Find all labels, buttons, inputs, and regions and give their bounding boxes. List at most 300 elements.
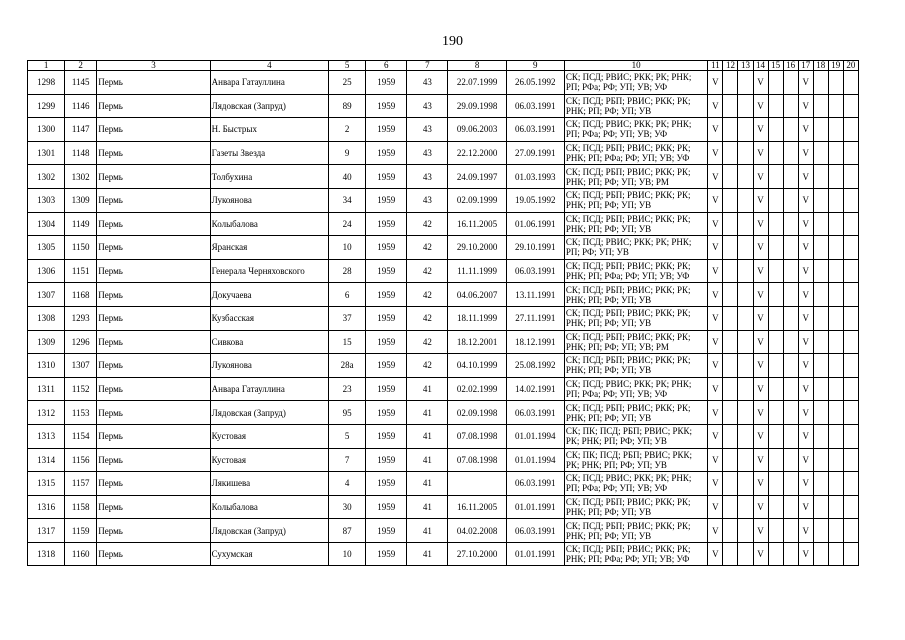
cell-col-6: 1959 bbox=[366, 401, 407, 425]
check-mark: V bbox=[708, 354, 723, 378]
check-mark: V bbox=[798, 495, 813, 519]
column-header-1: 1 bbox=[28, 61, 65, 71]
cell-col-10: СК; ПСД; РБП; РВИС; РКК; РК; РНК; РП; РФа; РФ; УП; УВ; УФ bbox=[564, 542, 708, 566]
check-mark: V bbox=[708, 236, 723, 260]
empty-cell bbox=[813, 472, 828, 496]
empty-cell bbox=[813, 401, 828, 425]
check-mark: V bbox=[798, 71, 813, 95]
cell-col-1: 1313 bbox=[28, 424, 65, 448]
empty-cell bbox=[768, 472, 783, 496]
cell-col-2: 1145 bbox=[65, 71, 97, 95]
cell-col-5: 89 bbox=[329, 94, 366, 118]
cell-col-10: СК; ПСД; РБП; РВИС; РКК; РК; РНК; РП; РФ; УП; УВ; РМ bbox=[564, 165, 708, 189]
column-header-7: 7 bbox=[407, 61, 448, 71]
column-header-16: 16 bbox=[783, 61, 798, 71]
empty-cell bbox=[813, 188, 828, 212]
check-mark: V bbox=[708, 377, 723, 401]
column-header-2: 2 bbox=[65, 61, 97, 71]
cell-col-5: 24 bbox=[329, 212, 366, 236]
check-mark: V bbox=[798, 424, 813, 448]
cell-col-9: 01.01.1991 bbox=[506, 495, 564, 519]
column-header-row bbox=[28, 61, 859, 71]
empty-cell bbox=[843, 401, 858, 425]
empty-cell bbox=[813, 306, 828, 330]
empty-cell bbox=[783, 330, 798, 354]
cell-col-7: 43 bbox=[407, 94, 448, 118]
check-mark: V bbox=[798, 472, 813, 496]
cell-col-2: 1157 bbox=[65, 472, 97, 496]
cell-col-6: 1959 bbox=[366, 377, 407, 401]
empty-cell bbox=[738, 94, 753, 118]
cell-col-4: Лукоянова bbox=[210, 354, 328, 378]
check-mark: V bbox=[708, 306, 723, 330]
empty-cell bbox=[738, 542, 753, 566]
empty-cell bbox=[768, 354, 783, 378]
table-row bbox=[28, 330, 859, 354]
empty-cell bbox=[843, 94, 858, 118]
empty-cell bbox=[828, 212, 843, 236]
empty-cell bbox=[738, 424, 753, 448]
cell-col-10: СК; ПСД; РБП; РВИС; РКК; РК; РНК; РП; РФ; УП; УВ bbox=[564, 519, 708, 543]
empty-cell bbox=[783, 542, 798, 566]
check-mark: V bbox=[708, 401, 723, 425]
cell-col-7: 43 bbox=[407, 141, 448, 165]
cell-col-9: 13.11.1991 bbox=[506, 283, 564, 307]
empty-cell bbox=[723, 472, 738, 496]
check-mark: V bbox=[753, 306, 768, 330]
cell-col-7: 41 bbox=[407, 377, 448, 401]
cell-col-3: Пермь bbox=[97, 472, 210, 496]
cell-col-9: 27.11.1991 bbox=[506, 306, 564, 330]
check-mark: V bbox=[708, 259, 723, 283]
cell-col-10: СК; ПСД; РВИС; РКК; РК; РНК; РП; РФа; РФ; УП; УВ; УФ bbox=[564, 118, 708, 142]
cell-col-10: СК; ПСД; РБП; РВИС; РКК; РК; РНК; РП; РФ; УП; УВ bbox=[564, 188, 708, 212]
cell-col-5: 7 bbox=[329, 448, 366, 472]
check-mark: V bbox=[753, 377, 768, 401]
table-row bbox=[28, 354, 859, 378]
cell-col-4: Колыбалова bbox=[210, 495, 328, 519]
empty-cell bbox=[828, 354, 843, 378]
check-mark: V bbox=[753, 354, 768, 378]
column-header-12: 12 bbox=[723, 61, 738, 71]
empty-cell bbox=[813, 330, 828, 354]
cell-col-1: 1306 bbox=[28, 259, 65, 283]
cell-col-2: 1149 bbox=[65, 212, 97, 236]
empty-cell bbox=[723, 236, 738, 260]
cell-col-4: Кустовая bbox=[210, 424, 328, 448]
cell-col-6: 1959 bbox=[366, 165, 407, 189]
check-mark: V bbox=[708, 94, 723, 118]
check-mark: V bbox=[753, 283, 768, 307]
table-row bbox=[28, 118, 859, 142]
cell-col-2: 1152 bbox=[65, 377, 97, 401]
cell-col-2: 1159 bbox=[65, 519, 97, 543]
empty-cell bbox=[828, 330, 843, 354]
empty-cell bbox=[768, 188, 783, 212]
table-row bbox=[28, 472, 859, 496]
cell-col-3: Пермь bbox=[97, 377, 210, 401]
cell-col-7: 42 bbox=[407, 283, 448, 307]
empty-cell bbox=[813, 94, 828, 118]
check-mark: V bbox=[753, 94, 768, 118]
empty-cell bbox=[738, 118, 753, 142]
cell-col-10: СК; ПСД; РБП; РВИС; РКК; РК; РНК; РП; РФ; УП; УВ bbox=[564, 212, 708, 236]
empty-cell bbox=[843, 519, 858, 543]
cell-col-1: 1300 bbox=[28, 118, 65, 142]
empty-cell bbox=[723, 71, 738, 95]
empty-cell bbox=[843, 495, 858, 519]
cell-col-7: 41 bbox=[407, 401, 448, 425]
cell-col-3: Пермь bbox=[97, 448, 210, 472]
empty-cell bbox=[738, 495, 753, 519]
empty-cell bbox=[723, 377, 738, 401]
check-mark: V bbox=[753, 472, 768, 496]
cell-col-8: 11.11.1999 bbox=[448, 259, 506, 283]
empty-cell bbox=[768, 377, 783, 401]
cell-col-8: 02.09.1998 bbox=[448, 401, 506, 425]
check-mark: V bbox=[708, 542, 723, 566]
empty-cell bbox=[828, 306, 843, 330]
check-mark: V bbox=[798, 330, 813, 354]
cell-col-9: 01.01.1991 bbox=[506, 542, 564, 566]
empty-cell bbox=[843, 330, 858, 354]
empty-cell bbox=[768, 495, 783, 519]
empty-cell bbox=[723, 519, 738, 543]
cell-col-8: 09.06.2003 bbox=[448, 118, 506, 142]
cell-col-9: 06.03.1991 bbox=[506, 118, 564, 142]
cell-col-7: 42 bbox=[407, 259, 448, 283]
empty-cell bbox=[783, 377, 798, 401]
cell-col-5: 2 bbox=[329, 118, 366, 142]
empty-cell bbox=[828, 259, 843, 283]
empty-cell bbox=[783, 306, 798, 330]
cell-col-2: 1147 bbox=[65, 118, 97, 142]
cell-col-10: СК; ПСД; РБП; РВИС; РКК; РК; РНК; РП; РФ; УП; УВ bbox=[564, 306, 708, 330]
cell-col-7: 42 bbox=[407, 330, 448, 354]
empty-cell bbox=[738, 71, 753, 95]
cell-col-6: 1959 bbox=[366, 141, 407, 165]
table-row bbox=[28, 165, 859, 189]
column-header-6: 6 bbox=[366, 61, 407, 71]
cell-col-2: 1309 bbox=[65, 188, 97, 212]
check-mark: V bbox=[708, 519, 723, 543]
empty-cell bbox=[843, 141, 858, 165]
empty-cell bbox=[828, 71, 843, 95]
cell-col-9: 01.01.1994 bbox=[506, 424, 564, 448]
cell-col-3: Пермь bbox=[97, 236, 210, 260]
table-row bbox=[28, 71, 859, 95]
column-header-3: 3 bbox=[97, 61, 210, 71]
check-mark: V bbox=[753, 165, 768, 189]
cell-col-3: Пермь bbox=[97, 495, 210, 519]
check-mark: V bbox=[798, 542, 813, 566]
cell-col-7: 41 bbox=[407, 542, 448, 566]
cell-col-7: 43 bbox=[407, 188, 448, 212]
check-mark: V bbox=[708, 283, 723, 307]
cell-col-8: 16.11.2005 bbox=[448, 495, 506, 519]
check-mark: V bbox=[708, 448, 723, 472]
check-mark: V bbox=[753, 118, 768, 142]
empty-cell bbox=[768, 94, 783, 118]
empty-cell bbox=[783, 141, 798, 165]
cell-col-8 bbox=[448, 472, 506, 496]
cell-col-8: 07.08.1998 bbox=[448, 448, 506, 472]
cell-col-6: 1959 bbox=[366, 188, 407, 212]
cell-col-4: Толбухина bbox=[210, 165, 328, 189]
cell-col-3: Пермь bbox=[97, 141, 210, 165]
column-header-15: 15 bbox=[768, 61, 783, 71]
register-table bbox=[27, 60, 859, 566]
empty-cell bbox=[738, 519, 753, 543]
check-mark: V bbox=[798, 94, 813, 118]
cell-col-8: 02.09.1999 bbox=[448, 188, 506, 212]
empty-cell bbox=[723, 94, 738, 118]
empty-cell bbox=[738, 188, 753, 212]
check-mark: V bbox=[708, 71, 723, 95]
empty-cell bbox=[723, 212, 738, 236]
empty-cell bbox=[783, 71, 798, 95]
cell-col-7: 41 bbox=[407, 448, 448, 472]
empty-cell bbox=[738, 236, 753, 260]
cell-col-1: 1310 bbox=[28, 354, 65, 378]
check-mark: V bbox=[798, 448, 813, 472]
empty-cell bbox=[783, 236, 798, 260]
cell-col-1: 1304 bbox=[28, 212, 65, 236]
cell-col-10: СК; ПСД; РВИС; РКК; РК; РНК; РП; РФ; УП; УВ bbox=[564, 236, 708, 260]
empty-cell bbox=[768, 236, 783, 260]
cell-col-3: Пермь bbox=[97, 330, 210, 354]
empty-cell bbox=[828, 165, 843, 189]
cell-col-5: 10 bbox=[329, 236, 366, 260]
check-mark: V bbox=[798, 354, 813, 378]
empty-cell bbox=[738, 472, 753, 496]
column-header-4: 4 bbox=[210, 61, 328, 71]
cell-col-1: 1315 bbox=[28, 472, 65, 496]
cell-col-5: 30 bbox=[329, 495, 366, 519]
empty-cell bbox=[768, 519, 783, 543]
check-mark: V bbox=[753, 519, 768, 543]
check-mark: V bbox=[753, 212, 768, 236]
cell-col-1: 1299 bbox=[28, 94, 65, 118]
cell-col-6: 1959 bbox=[366, 448, 407, 472]
check-mark: V bbox=[708, 495, 723, 519]
cell-col-7: 43 bbox=[407, 165, 448, 189]
empty-cell bbox=[723, 542, 738, 566]
cell-col-1: 1314 bbox=[28, 448, 65, 472]
check-mark: V bbox=[753, 424, 768, 448]
empty-cell bbox=[843, 542, 858, 566]
empty-cell bbox=[768, 448, 783, 472]
empty-cell bbox=[828, 542, 843, 566]
check-mark: V bbox=[753, 542, 768, 566]
cell-col-2: 1302 bbox=[65, 165, 97, 189]
cell-col-7: 41 bbox=[407, 519, 448, 543]
empty-cell bbox=[738, 377, 753, 401]
empty-cell bbox=[723, 401, 738, 425]
empty-cell bbox=[843, 306, 858, 330]
column-header-10: 10 bbox=[564, 61, 708, 71]
cell-col-8: 04.06.2007 bbox=[448, 283, 506, 307]
empty-cell bbox=[783, 165, 798, 189]
empty-cell bbox=[723, 424, 738, 448]
cell-col-3: Пермь bbox=[97, 424, 210, 448]
check-mark: V bbox=[753, 236, 768, 260]
check-mark: V bbox=[798, 401, 813, 425]
empty-cell bbox=[828, 495, 843, 519]
empty-cell bbox=[783, 94, 798, 118]
empty-cell bbox=[828, 424, 843, 448]
check-mark: V bbox=[708, 212, 723, 236]
cell-col-6: 1959 bbox=[366, 495, 407, 519]
empty-cell bbox=[738, 165, 753, 189]
empty-cell bbox=[768, 165, 783, 189]
cell-col-10: СК; ПК; ПСД; РБП; РВИС; РКК; РК; РНК; РП; РФ; УП; УВ bbox=[564, 448, 708, 472]
cell-col-7: 42 bbox=[407, 306, 448, 330]
cell-col-4: Анвара Гатауллина bbox=[210, 71, 328, 95]
cell-col-4: Докучаева bbox=[210, 283, 328, 307]
table-row bbox=[28, 448, 859, 472]
cell-col-3: Пермь bbox=[97, 354, 210, 378]
column-header-9: 9 bbox=[506, 61, 564, 71]
cell-col-5: 40 bbox=[329, 165, 366, 189]
table-row bbox=[28, 519, 859, 543]
empty-cell bbox=[813, 259, 828, 283]
empty-cell bbox=[843, 283, 858, 307]
cell-col-7: 42 bbox=[407, 236, 448, 260]
cell-col-1: 1309 bbox=[28, 330, 65, 354]
cell-col-5: 28 bbox=[329, 259, 366, 283]
cell-col-2: 1153 bbox=[65, 401, 97, 425]
cell-col-8: 22.12.2000 bbox=[448, 141, 506, 165]
cell-col-4: Лякишева bbox=[210, 472, 328, 496]
check-mark: V bbox=[708, 141, 723, 165]
cell-col-4: Анвара Гатауллина bbox=[210, 377, 328, 401]
cell-col-2: 1160 bbox=[65, 542, 97, 566]
cell-col-8: 29.09.1998 bbox=[448, 94, 506, 118]
check-mark: V bbox=[753, 71, 768, 95]
cell-col-6: 1959 bbox=[366, 424, 407, 448]
table-row bbox=[28, 236, 859, 260]
cell-col-10: СК; ПК; ПСД; РБП; РВИС; РКК; РК; РНК; РП; РФ; УП; УВ bbox=[564, 424, 708, 448]
check-mark: V bbox=[798, 118, 813, 142]
table-row bbox=[28, 306, 859, 330]
empty-cell bbox=[813, 448, 828, 472]
empty-cell bbox=[843, 118, 858, 142]
empty-cell bbox=[723, 330, 738, 354]
empty-cell bbox=[843, 259, 858, 283]
empty-cell bbox=[828, 141, 843, 165]
check-mark: V bbox=[753, 448, 768, 472]
empty-cell bbox=[723, 283, 738, 307]
empty-cell bbox=[828, 94, 843, 118]
cell-col-9: 06.03.1991 bbox=[506, 472, 564, 496]
check-mark: V bbox=[798, 283, 813, 307]
check-mark: V bbox=[753, 188, 768, 212]
table-row bbox=[28, 141, 859, 165]
check-mark: V bbox=[753, 259, 768, 283]
table-row bbox=[28, 424, 859, 448]
check-mark: V bbox=[753, 330, 768, 354]
empty-cell bbox=[828, 377, 843, 401]
empty-cell bbox=[813, 283, 828, 307]
cell-col-2: 1156 bbox=[65, 448, 97, 472]
empty-cell bbox=[843, 354, 858, 378]
empty-cell bbox=[738, 283, 753, 307]
check-mark: V bbox=[798, 306, 813, 330]
cell-col-1: 1305 bbox=[28, 236, 65, 260]
empty-cell bbox=[813, 542, 828, 566]
empty-cell bbox=[843, 472, 858, 496]
cell-col-9: 06.03.1991 bbox=[506, 519, 564, 543]
column-header-14: 14 bbox=[753, 61, 768, 71]
empty-cell bbox=[723, 448, 738, 472]
cell-col-10: СК; ПСД; РВИС; РКК; РК; РНК; РП; РФа; РФ; УП; УВ; УФ bbox=[564, 71, 708, 95]
column-header-18: 18 bbox=[813, 61, 828, 71]
empty-cell bbox=[813, 236, 828, 260]
empty-cell bbox=[723, 165, 738, 189]
cell-col-1: 1317 bbox=[28, 519, 65, 543]
cell-col-3: Пермь bbox=[97, 259, 210, 283]
cell-col-8: 27.10.2000 bbox=[448, 542, 506, 566]
empty-cell bbox=[813, 495, 828, 519]
check-mark: V bbox=[708, 188, 723, 212]
empty-cell bbox=[783, 259, 798, 283]
cell-col-4: Кустовая bbox=[210, 448, 328, 472]
cell-col-4: Лукоянова bbox=[210, 188, 328, 212]
cell-col-3: Пермь bbox=[97, 283, 210, 307]
cell-col-8: 04.02.2008 bbox=[448, 519, 506, 543]
check-mark: V bbox=[753, 141, 768, 165]
cell-col-2: 1158 bbox=[65, 495, 97, 519]
page-number: 190 bbox=[442, 34, 463, 49]
empty-cell bbox=[843, 71, 858, 95]
check-mark: V bbox=[798, 141, 813, 165]
cell-col-10: СК; ПСД; РБП; РВИС; РКК; РК; РНК; РП; РФ; УП; УВ bbox=[564, 354, 708, 378]
cell-col-9: 27.09.1991 bbox=[506, 141, 564, 165]
cell-col-6: 1959 bbox=[366, 354, 407, 378]
empty-cell bbox=[843, 236, 858, 260]
cell-col-8: 02.02.1999 bbox=[448, 377, 506, 401]
cell-col-8: 04.10.1999 bbox=[448, 354, 506, 378]
cell-col-6: 1959 bbox=[366, 71, 407, 95]
cell-col-8: 18.11.1999 bbox=[448, 306, 506, 330]
cell-col-6: 1959 bbox=[366, 519, 407, 543]
column-header-11: 11 bbox=[708, 61, 723, 71]
empty-cell bbox=[783, 495, 798, 519]
cell-col-6: 1959 bbox=[366, 472, 407, 496]
cell-col-2: 1154 bbox=[65, 424, 97, 448]
cell-col-6: 1959 bbox=[366, 118, 407, 142]
check-mark: V bbox=[708, 472, 723, 496]
cell-col-5: 95 bbox=[329, 401, 366, 425]
column-header-8: 8 bbox=[448, 61, 506, 71]
cell-col-5: 25 bbox=[329, 71, 366, 95]
cell-col-5: 34 bbox=[329, 188, 366, 212]
empty-cell bbox=[723, 188, 738, 212]
empty-cell bbox=[828, 188, 843, 212]
cell-col-5: 23 bbox=[329, 377, 366, 401]
cell-col-4: Лядовская (Запруд) bbox=[210, 94, 328, 118]
cell-col-3: Пермь bbox=[97, 94, 210, 118]
empty-cell bbox=[768, 141, 783, 165]
cell-col-9: 01.03.1993 bbox=[506, 165, 564, 189]
empty-cell bbox=[783, 354, 798, 378]
empty-cell bbox=[813, 71, 828, 95]
check-mark: V bbox=[798, 188, 813, 212]
empty-cell bbox=[768, 401, 783, 425]
cell-col-1: 1316 bbox=[28, 495, 65, 519]
empty-cell bbox=[738, 306, 753, 330]
